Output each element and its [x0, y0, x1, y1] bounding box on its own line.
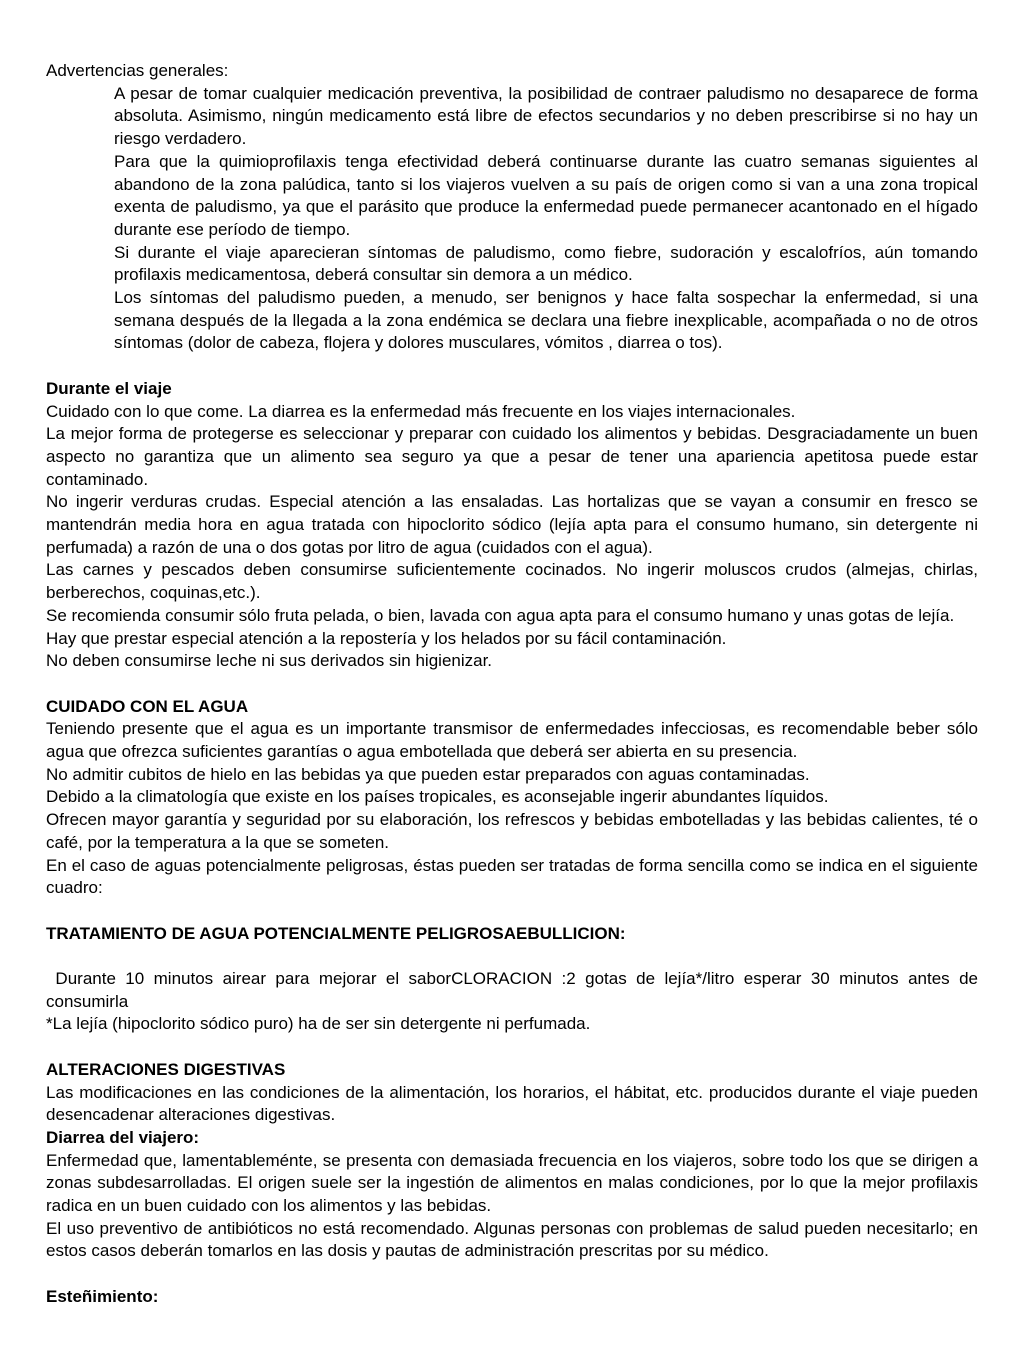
- subheading-travelers-diarrhea: Diarrea del viajero:: [46, 1127, 200, 1147]
- general-warnings-list: [46, 83, 978, 355]
- travel-paragraph: No ingerir verduras crudas. Especial atención a las ensaladas. Las hortalizas que se vayan a consumir en fresco se mantendrán media hora en agua tratada con hipoclorito sódico (lejía apta para el consumo humano, sin detergente ni perfumada) a razón de una o dos gotas por litro de agua (cuidados con el agua).: [46, 492, 978, 557]
- general-warning-item: Para que la quimioprofilaxis tenga efectividad deberá continuarse durante las cuatro semanas siguientes al abandono de la zona palúdica, tanto si los viajeros vuelven a su país de origen como si van a una zona tropical exenta de paludismo, ya que el parásito que produce la enfermedad puede permanecer acantonado en el hígado durante ese período de tiempo.: [114, 151, 978, 239]
- travel-paragraph: No deben consumirse leche ni sus derivados sin higienizar.: [46, 651, 493, 671]
- treatment-line: Durante 10 minutos airear para mejorar el saborCLORACION :2 gotas de lejía*/litro esperar 30 minutos antes de consumirla: [46, 969, 983, 1011]
- section-heading-treatment: TRATAMIENTO DE AGUA POTENCIALMENTE PELIGROSAEBULLICION:: [46, 923, 626, 943]
- treatment-note: *La lejía (hipoclorito sódico puro) ha de ser sin detergente ni perfumada.: [46, 1014, 591, 1034]
- travel-paragraph: La mejor forma de protegerse es seleccionar y preparar con cuidado los alimentos y bebidas. Desgraciadamente un buen aspecto no garantiza que un alimento sea seguro ya que a pesar de tener una apariencia apetitosa puede estar contaminado.: [46, 424, 978, 489]
- general-warning-item: Si durante el viaje aparecieran síntomas de paludismo, como fiebre, sudoración y escalofríos, aún tomando profilaxis medicamentosa, deberá consultar sin demora a un médico.: [114, 242, 978, 285]
- water-paragraph: En el caso de aguas potencialmente peligrosas, éstas pueden ser tratadas de forma sencilla como se indica en el siguiente cuadro:: [46, 855, 978, 898]
- diarrhea-paragraph: El uso preventivo de antibióticos no está recomendado. Algunas personas con problemas de salud pueden necesitarlo; en estos casos deberán tomarlos en las dosis y pautas de administración prescritas por su médico.: [46, 1218, 978, 1261]
- general-warning-item: A pesar de tomar cualquier medicación preventiva, la posibilidad de contraer paludismo no desaparece de forma absoluta. Asimismo, ningún medicamento está libre de efectos secundarios y no deben prescribirse si no hay un riesgo verdadero.: [114, 83, 978, 149]
- document-page: [46, 60, 983, 1309]
- general-warnings-title: Advertencias generales:: [46, 61, 229, 80]
- travel-paragraph: Hay que prestar especial atención a la repostería y los helados por su fácil contaminación.: [46, 628, 727, 648]
- travel-paragraph: Se recomienda consumir sólo fruta pelada, o bien, lavada con agua apta para el consumo humano y unas gotas de lejía.: [46, 605, 955, 625]
- water-paragraph: Teniendo presente que el agua es un importante transmisor de enfermedades infecciosas, es recomendable beber sólo agua que ofrezca suficientes garantías o agua embotellada que deberá ser abierta en su presencia.: [46, 719, 978, 762]
- section-heading-travel: Durante el viaje: [46, 378, 172, 398]
- diarrhea-paragraph: Enfermedad que, lamentableménte, se presenta con demasiada frecuencia en los viajeros, sobre todo los que se dirigen a zonas subdesarrolladas. El origen suele ser la ingestión de alimentos en malas condiciones, por lo que la mejor profilaxis radica en un buen cuidado con los alimentos y las bebidas.: [46, 1150, 978, 1216]
- general-warning-item: Los síntomas del paludismo pueden, a menudo, ser benignos y hace falta sospechar la enfermedad, si una semana después de la llegada a la zona endémica se declara una fiebre inexplicable, acompañada o no de otros síntomas (dolor de cabeza, flojera y dolores musculares, vómitos , diarrea o tos).: [114, 288, 978, 353]
- travel-paragraph: Las carnes y pescados deben consumirse suficientemente cocinados. No ingerir moluscos crudos (almejas, chirlas, berberechos, coquinas,etc.).: [46, 560, 978, 603]
- water-paragraph: No admitir cubitos de hielo en las bebidas ya que pueden estar preparados con aguas contaminadas.: [46, 764, 810, 784]
- section-heading-water: CUIDADO CON EL AGUA: [46, 696, 249, 716]
- digestive-intro: Las modificaciones en las condiciones de la alimentación, los horarios, el hábitat, etc. producidos durante el viaje pueden desencadenar alteraciones digestivas.: [46, 1082, 978, 1125]
- travel-paragraph: Cuidado con lo que come. La diarrea es la enfermedad más frecuente en los viajes internacionales.: [46, 401, 796, 421]
- section-heading-digestive: ALTERACIONES DIGESTIVAS: [46, 1059, 286, 1079]
- water-paragraph: Ofrecen mayor garantía y seguridad por su elaboración, los refrescos y bebidas embotelladas y las bebidas calientes, té o café, por la temperatura a la que se someten.: [46, 810, 978, 852]
- subheading-constipation: Esteñimiento:: [46, 1286, 159, 1306]
- water-paragraph: Debido a la climatología que existe en los países tropicales, es aconsejable ingerir abundantes líquidos.: [46, 787, 829, 807]
